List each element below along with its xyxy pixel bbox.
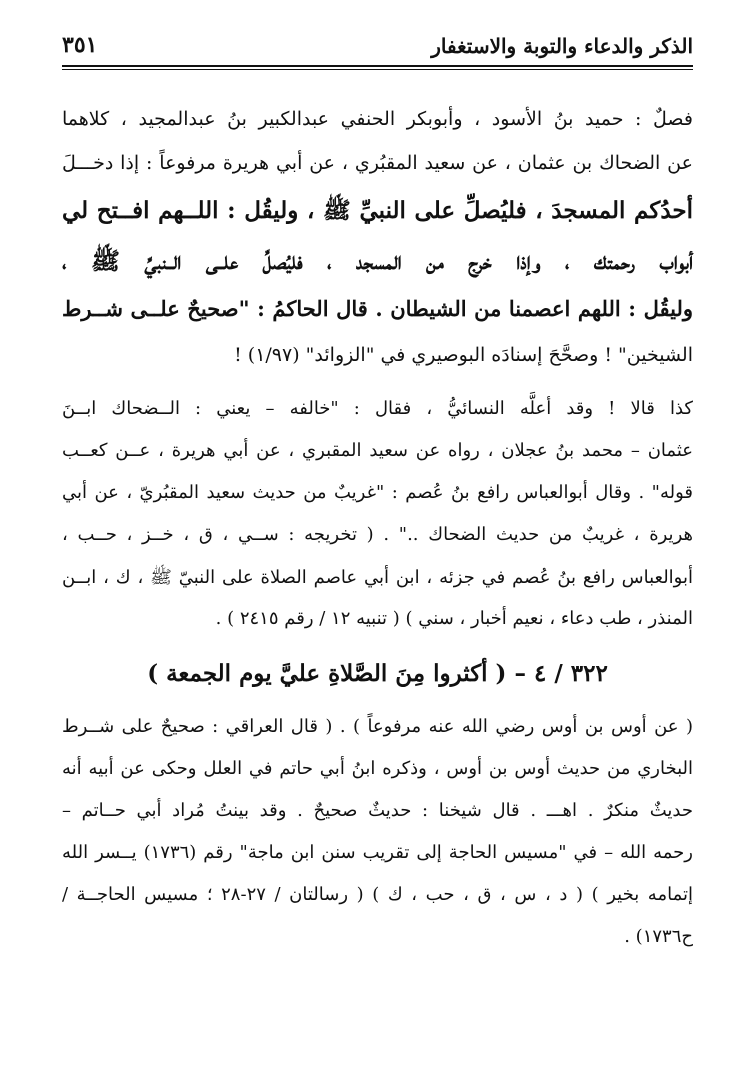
text-line: هريرة ، غريبٌ من حديث الضحاك .." . ( تخريجه : ســي ، ق ، خــز ، حــب ،: [62, 524, 693, 545]
text-line: أحدُكم المسجدَ ، فليُصلِّ على النبيِّ ﷺ ، وليقُل : اللــهم افــتح لي: [62, 197, 693, 224]
text-line: حديثٌ منكرٌ . اهـــ . قال شيخنا : حديثٌ صحيحٌ . وقد بينتُ مُراد أبي حــاتم –: [62, 800, 693, 821]
text-line: المنذر ، طب دعاء ، نعيم أخبار ، سني ) ( تنبيه ١٢ / رقم ٢٤١٥ ) .: [215, 608, 693, 629]
text-line: رحمه الله – في "مسيس الحاجة إلى تقريب سنن ابن ماجة" رقم (١٧٣٦) يــسر الله: [62, 842, 693, 863]
hadith-heading: ٣٢٢ / ٤ – ( أكثروا مِنَ الصَّلاةِ عليَّ يوم الجمعة ): [147, 660, 608, 687]
text-line: عثمان – محمد بنُ عجلان ، رواه عن سعيد المقبري ، عن أبي هريرة ، عــن كعــب: [62, 440, 693, 461]
text-line: وليقُل : اللهم اعصمنا من الشيطان . قال الحاكمُ : "صحيحٌ علــى شــرط: [62, 296, 693, 321]
text-line: ( عن أوس بن أوس رضي الله عنه مرفوعاً ) . ( قال العراقي : صحيحٌ على شــرط: [62, 716, 693, 737]
text-line: عن الضحاك بن عثمان ، عن سعيد المقبُري ، عن أبي هريرة مرفوعاً : إذا دخـــلَ: [62, 152, 693, 174]
page-header: [62, 30, 693, 64]
text-line: ح١٧٣٦) .: [624, 926, 693, 947]
text-line: البخاري من حديث أوس بن أوس ، وذكره ابنُ أبي حاتم في العلل وحكى عن أبيه أنه: [62, 758, 693, 779]
text-line: إتمامه بخير ) ( د ، س ، ق ، حب ، ك ) ( رسالتان / ٢٧-٢٨ ؛ مسيس الحاجــة /: [62, 884, 693, 905]
running-title: الذكر والدعاء والتوبة والاستغفار: [431, 34, 693, 58]
text-line: قوله" . وقال أبوالعباس رافع بنُ عُصم : "غريبٌ من حديث سعيد المقبُريّ ، عن أبي: [62, 482, 693, 503]
text-line: فصلٌ : حميد بنُ الأسود ، وأبوبكر الحنفي عبدالكبير بنُ عبدالمجيد ، كلاهما: [62, 108, 693, 130]
page-number: ٣٥١: [62, 32, 98, 58]
text-line: الشيخين" ! وصحَّحَ إسنادَه البوصيري في "الزوائد" (١/٩٧) !: [234, 344, 693, 366]
header-rule-thin: [62, 69, 693, 70]
text-line: كذا قالا ! وقد أعلَّه النسائيُّ ، فقال : "خالفه – يعني : الــضحاك ابــنَ: [62, 398, 693, 419]
text-line: أبوالعباس رافع بنُ عُصم في جزئه ، ابن أبي عاصم الصلاة على النبيّ ﷺ ، ك ، ابــن: [62, 567, 693, 588]
text-line: أبواب رحمتك ، وإذا خرج من المسجد ، فليُصلِّ علــى الــنبيِّ ﷺ ،: [62, 246, 693, 275]
document-page: [62, 0, 693, 1084]
header-rule: [62, 65, 693, 67]
